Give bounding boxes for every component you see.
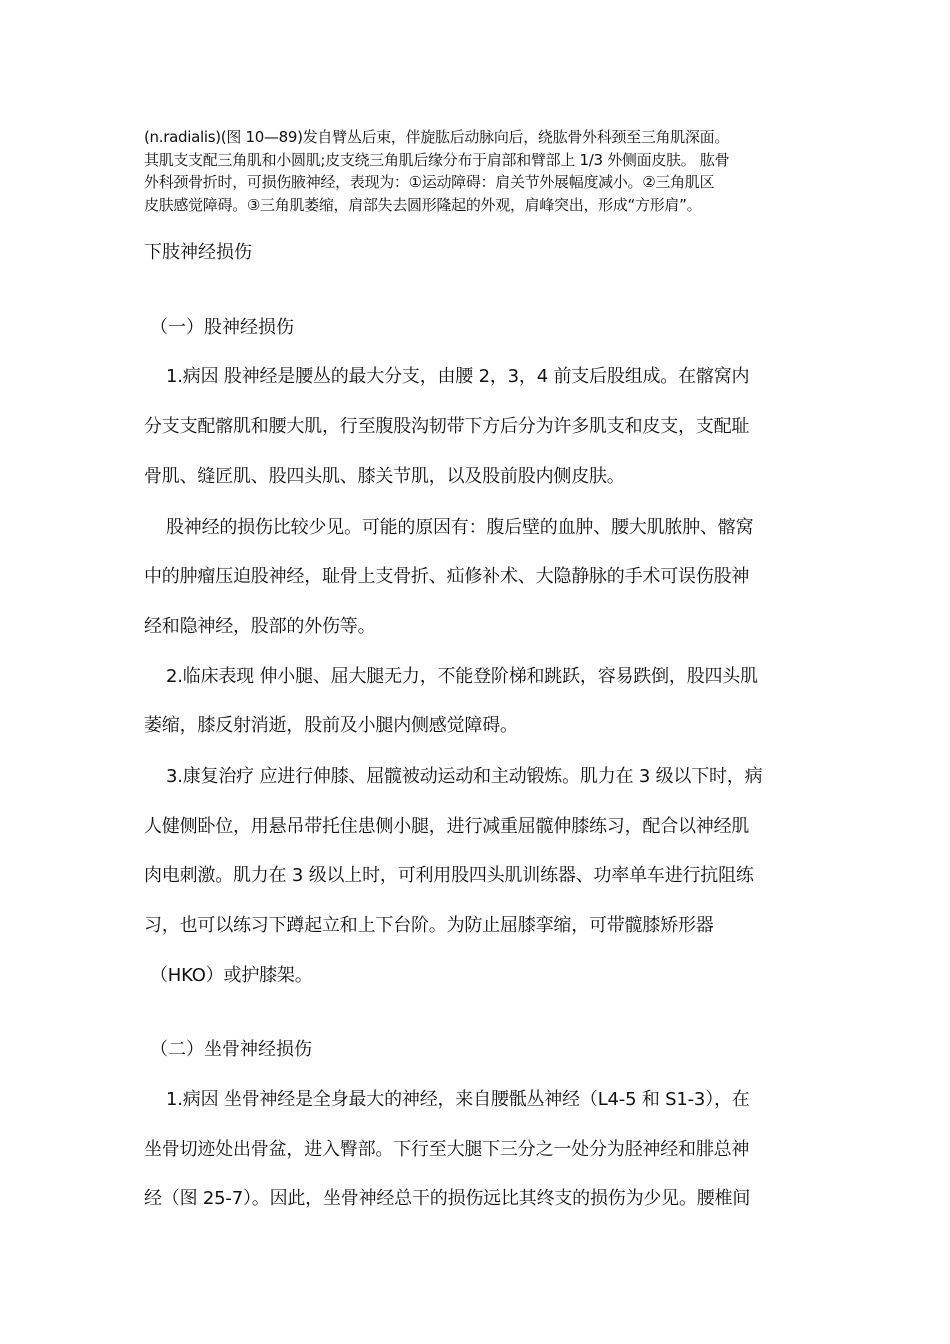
text-line: 萎缩，膝反射消逝，股前及小腿内侧感觉障碍。 [144,715,518,736]
text-line: 1.病因 坐骨神经是全身最大的神经，来自腰骶丛神经（L4-5 和 S1-3），在 [166,1089,750,1110]
intro-line: (n.radialis)(图 10—89)发自臂丛后束，伴旋肱后动脉向后，绕肱骨外科颈至三角肌深面。 [144,128,730,146]
text-line: 人健侧卧位，用悬吊带托住患侧小腿，进行减重屈髋伸膝练习，配合以神经肌 [144,816,750,837]
intro-line: 外科颈骨折时，可损伤腋神经，表现为：①运动障碍：肩关节外展幅度减小。②三角肌区 [144,173,715,191]
text-line: 坐骨切迹处出骨盆，进入臀部。下行至大腿下三分之一处分为胫神经和腓总神 [144,1139,750,1160]
sciatic-heading: （二）坐骨神经损伤 [150,1039,312,1060]
text-line: 习，也可以练习下蹲起立和上下台阶。为防止屈膝挛缩，可带髋膝矫形器 [144,915,714,936]
text-line: 经和隐神经，股部的外伤等。 [144,616,376,637]
text-line: 1.病因 股神经是腰丛的最大分支，由腰 2，3，4 前支后股组成。在髂窝内 [166,366,750,387]
text-line: 肉电刺激。肌力在 3 级以上时，可利用股四头肌训练器、功率单车进行抗阻练 [144,865,754,886]
intro-line: 皮肤感觉障碍。③三角肌萎缩，肩部失去圆形隆起的外观，肩峰突出，形成“方形肩”。 [144,195,702,214]
text-line: 2.临床表现 伸小腿、屈大腿无力，不能登阶梯和跳跃，容易跌倒，股四头肌 [166,666,758,687]
text-line: 分支支配髂肌和腰大肌，行至腹股沟韧带下方后分为许多肌支和皮支，支配耻 [144,416,750,437]
text-line: 中的肿瘤压迫股神经，耻骨上支骨折、疝修补术、大隐静脉的手术可误伤股神 [144,566,750,587]
intro-paragraph [144,126,814,216]
section-title: 下肢神经损伤 [144,242,252,263]
text-line: 经（图 25-7）。因此，坐骨神经总干的损伤远比其终支的损伤为少见。腰椎间 [144,1188,751,1209]
femoral-heading: （一）股神经损伤 [150,317,294,338]
text-line: （HKO）或护膝架。 [150,965,313,986]
text-line: 股神经的损伤比较少见。可能的原因有：腹后壁的血肿、腰大肌脓肿、髂窝 [166,517,754,538]
intro-line: 其肌支支配三角肌和小圆肌;皮支绕三角肌后缘分布于肩部和臂部上 1/3 外侧面皮肤。 肱骨 [144,150,730,169]
text-line: 3.康复治疗 应进行伸膝、屈髋被动运动和主动锻炼。肌力在 3 级以下时，病 [166,766,763,787]
text-line: 骨肌、缝匠肌、股四头肌、膝关节肌，以及股前股内侧皮肤。 [144,466,625,487]
